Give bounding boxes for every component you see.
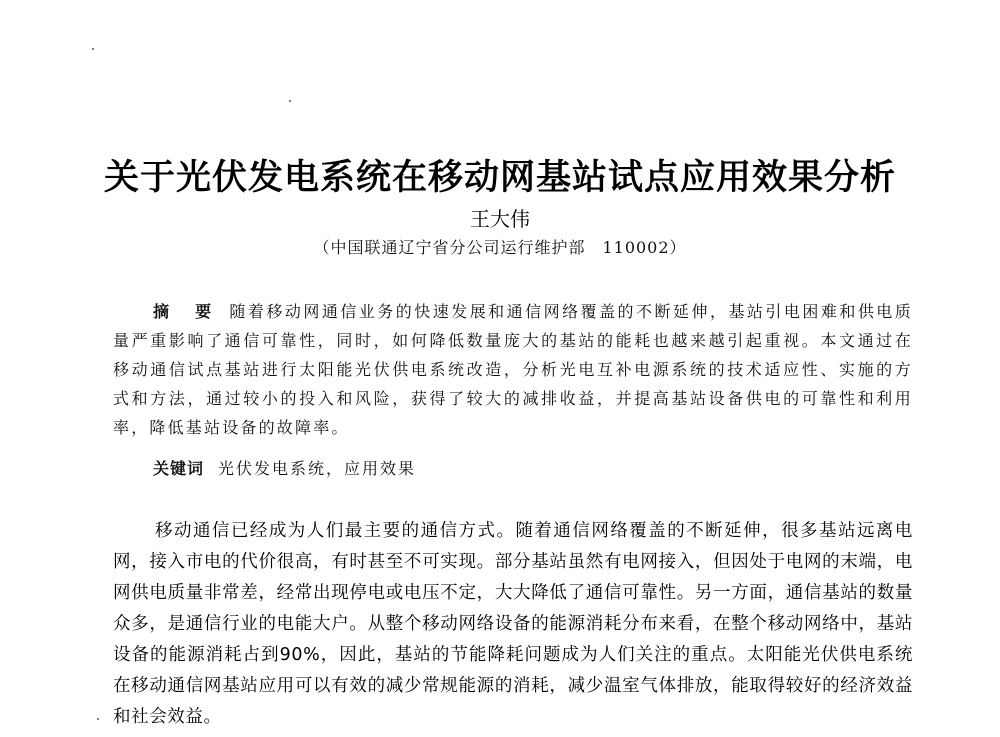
scan-speck — [92, 48, 94, 50]
keywords — [153, 456, 913, 479]
body-paragraph: 移动通信已经成为人们最主要的通信方式。随着通信网络覆盖的不断延伸，很多基站远离电网，接入市电的代价很高，有时甚至不可实现。部分基站虽然有电网接入，但因处于电网的末端，电网供电质量非常差，经常出现停电或电压不定，大大降低了通信可靠性。另一方面，通信基站的数量众多，是通信行业的电能大户。从整个移动网络设备的能源消耗分布来看，在整个移动网络中，基站设备的能源消耗占到90%，因此，基站的节能降耗问题成为人们关注的重点。太阳能光伏供电系统在移动通信网基站应用可以有效的减少常规能源的消耗，减少温室气体排放，能取得较好的经济效益和社会效益。 — [113, 521, 913, 727]
keywords-text: 光伏发电系统，应用效果 — [218, 459, 417, 478]
scan-speck — [97, 718, 99, 720]
abstract — [113, 297, 913, 442]
scan-speck — [289, 100, 291, 102]
abstract-text: 随着移动网通信业务的快速发展和通信网络覆盖的不断延伸，基站引电困难和供电质量严重影响了通信可靠性，同时，如何降低数量庞大的基站的能耗也越来越引起重视。本文通过在移动通信试点基站进行太阳能光伏供电系统改造，分析光电互补电源系统的技术适应性、实施的方式和方法，通过较小的投入和风险，获得了较大的减排收益，并提高基站设备供电的可靠性和利用率，降低基站设备的故障率。 — [113, 302, 913, 437]
author-affiliation: （中国联通辽宁省分公司运行维护部 110002） — [313, 238, 687, 257]
keywords-label: 关键词 — [153, 459, 205, 478]
article-author: 王大伟 — [470, 207, 530, 231]
article-title: 关于光伏发电系统在移动网基站试点应用效果分析 — [103, 158, 896, 198]
abstract-label: 摘 要 — [153, 302, 222, 321]
